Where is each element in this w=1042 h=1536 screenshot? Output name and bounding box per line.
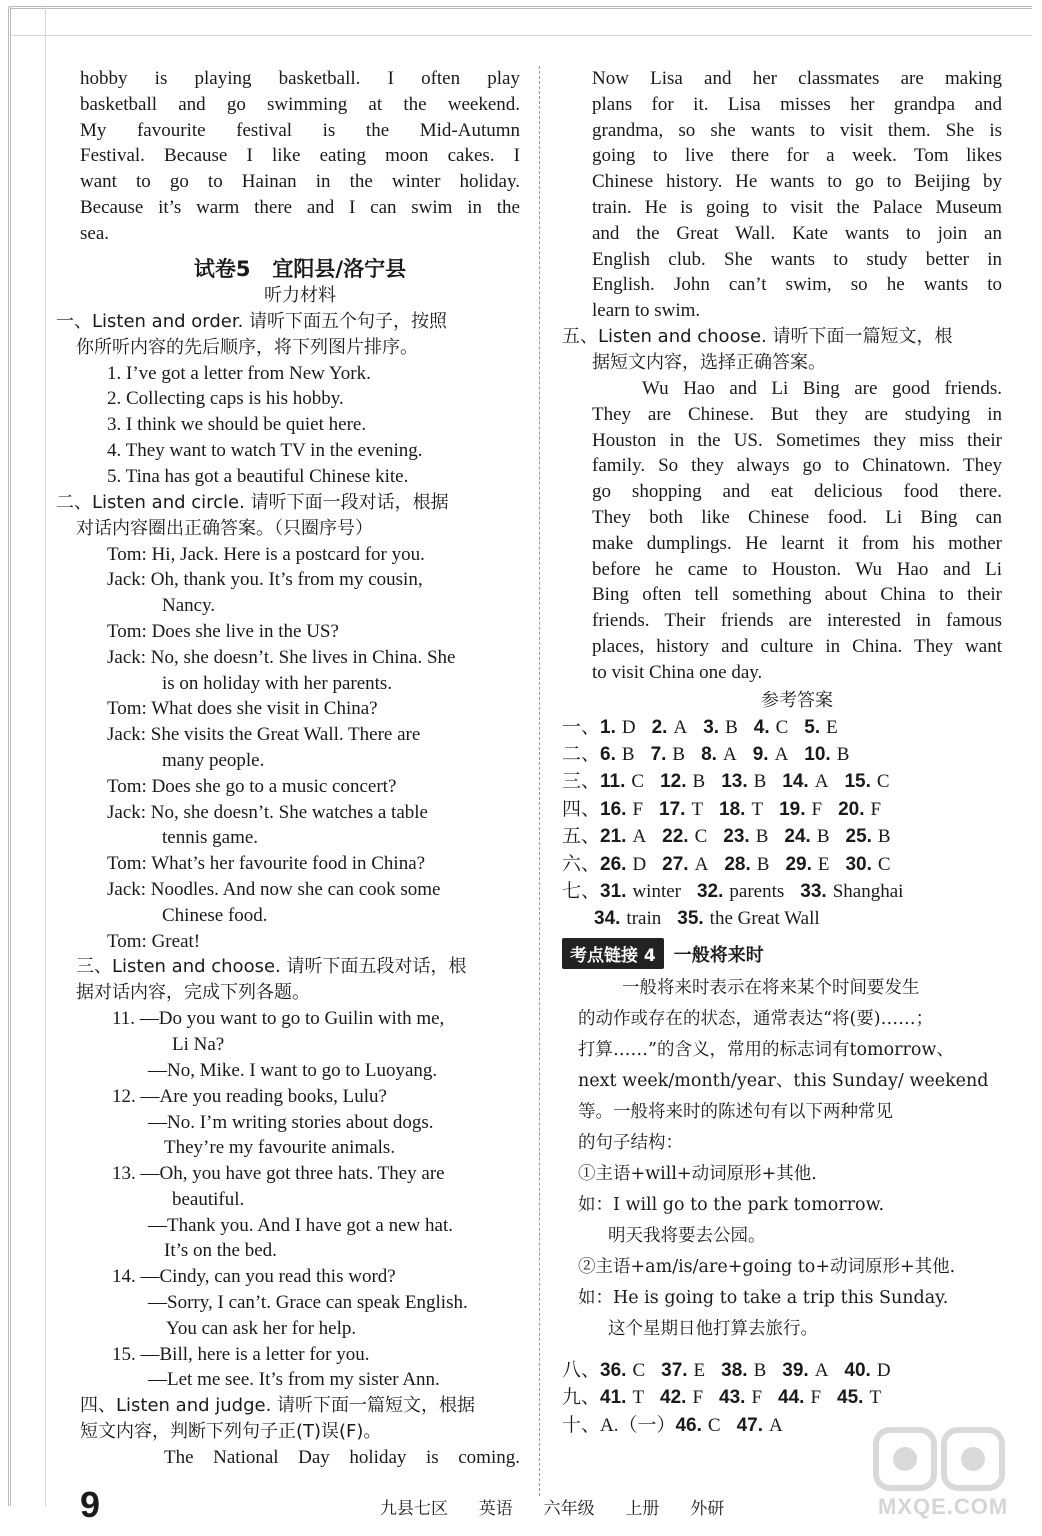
text-line: family. So they always go to Chinatown. They: [592, 455, 1002, 477]
answer-number: 44.: [778, 1387, 805, 1409]
answer-value: A: [722, 743, 737, 765]
text-line: The National Day holiday is coming.: [164, 1447, 520, 1469]
answer-value: A: [774, 743, 789, 765]
answer-number: 26.: [600, 853, 627, 875]
question-line: They’re my favourite animals.: [164, 1137, 396, 1159]
section-heading: 短文内容，判断下列句子正(T)误(F)。: [80, 1421, 382, 1443]
answer-number: 37.: [661, 1359, 688, 1381]
list-item: 2. Collecting caps is his hobby.: [107, 388, 344, 410]
topic-title: 一般将来时: [673, 944, 764, 966]
answer-section-label: 一、: [562, 716, 601, 738]
answer-value: A: [814, 771, 829, 793]
question-line: —Thank you. And I have got a new hat.: [148, 1214, 453, 1236]
answer-value: E: [817, 853, 830, 875]
answer-value: E: [693, 1359, 706, 1381]
question-line: beautiful.: [172, 1188, 245, 1210]
text-line: Bing often tell something about China to their: [592, 584, 1002, 606]
answer-value: F: [810, 1387, 822, 1409]
answer-row: [562, 905, 1002, 932]
answer-value: B: [836, 743, 850, 765]
answer-number: 4.: [753, 716, 770, 738]
text-line: 打算……”的含义，常用的标志词有tomorrow、: [578, 1039, 954, 1060]
answer-number: 5.: [804, 716, 821, 738]
answer-number: 47.: [736, 1414, 764, 1436]
text-line: 的动作或存在的状态，通常表达“将(要)……；: [578, 1008, 934, 1029]
answer-value: C: [694, 826, 708, 848]
answer-number: 31.: [600, 880, 627, 902]
footer-text: 九县七区 英语 六年级 上册 外研: [380, 1499, 725, 1519]
answer-number: 21.: [600, 826, 627, 848]
answer-value: C: [632, 1359, 646, 1381]
answer-value: F: [811, 798, 823, 820]
question-line: 11. —Do you want to go to Guilin with me,: [112, 1008, 445, 1030]
grammar-notes: [562, 973, 1002, 1345]
text-line: friends. Their friends are interested in famous: [592, 610, 1002, 632]
answer-value: A: [673, 716, 688, 738]
answer-number: 33.: [800, 880, 827, 902]
answer-number: 45.: [837, 1387, 864, 1409]
text-line: 如：He is going to take a trip this Sunday.: [578, 1287, 949, 1308]
answer-value: C: [707, 1414, 721, 1436]
answer-value: A: [694, 853, 709, 875]
intro-passage: [80, 66, 520, 247]
answer-row: [562, 1357, 1002, 1384]
answer-value: train: [626, 908, 662, 930]
question-line: —Let me see. It’s from my sister Ann.: [148, 1369, 440, 1391]
text-line: ②主语+am/is/are+going to+动词原形+其他.: [578, 1256, 956, 1277]
section-heading: 四、Listen and judge. 请听下面一篇短文，根据: [80, 1395, 476, 1417]
answer-number: 7.: [650, 743, 667, 765]
section-heading: 五、Listen and choose. 请听下面一篇短文，根: [562, 325, 953, 347]
text-line: and the Great Wall. Kate wants to join an: [592, 222, 1002, 244]
section-heading: 对话内容圈出正确答案。（只圈序号）: [76, 517, 373, 539]
exam-title: 试卷5 宜阳县/洛宁县: [193, 256, 407, 281]
left-column: [56, 66, 520, 1471]
answer-number: 12.: [660, 771, 687, 793]
answer-number: 13.: [721, 771, 748, 793]
text-line: My favourite festival is the Mid-Autumn: [80, 119, 520, 141]
text-line: 等。一般将来时的陈述句有以下两种常见: [578, 1101, 893, 1122]
exam-subtitle: 听力材料: [264, 284, 336, 306]
answer-number: 17.: [659, 798, 686, 820]
dialog-line: Jack: No, she doesn’t. She watches a table: [107, 801, 428, 823]
section-heading: 三、Listen and choose. 请听下面五段对话，根: [76, 956, 467, 978]
answer-value: B: [756, 853, 770, 875]
topic-badge: 考点链接 4: [562, 938, 664, 969]
answer-number: 19.: [779, 798, 806, 820]
dialog-line: Tom: Does she go to a music concert?: [107, 775, 397, 797]
dialog-line: Jack: Oh, thank you. It’s from my cousin,: [107, 569, 423, 591]
answer-row: [562, 741, 1002, 768]
list-item: 5. Tina has got a beautiful Chinese kite.: [107, 465, 409, 487]
text-line: Festival. Because I like eating moon cakes. I: [80, 145, 520, 167]
answer-number: 10.: [804, 743, 831, 765]
answer-number: 3.: [703, 716, 720, 738]
text-line: train. He is going to visit the Palace Museum: [592, 196, 1002, 218]
text-line: make dumplings. He learnt it from his mother: [592, 532, 1002, 554]
dialog-line: Tom: Great!: [107, 930, 201, 952]
answer-value: C: [876, 771, 890, 793]
text-line: 的句子结构：: [578, 1132, 683, 1153]
answer-value: B: [621, 743, 635, 765]
text-line: ①主语+will+动词原形+其他.: [578, 1163, 817, 1184]
section-heading: 二、Listen and circle. 请听下面一段对话，根据: [56, 491, 449, 513]
text-line: learn to swim.: [592, 300, 701, 322]
answer-row: [562, 714, 1002, 741]
question-line: —Sorry, I can’t. Grace can speak English.: [148, 1292, 468, 1314]
answer-value: F: [751, 1387, 763, 1409]
answer-number: 1.: [600, 716, 616, 738]
answer-row: [562, 823, 1002, 850]
answer-value: Shanghai: [832, 880, 904, 902]
answer-number: 32.: [696, 880, 724, 902]
answer-value: A: [769, 1414, 783, 1436]
text-line: 这个星期日他打算去旅行。: [608, 1318, 818, 1339]
answer-section-label: 二、: [562, 743, 601, 765]
question-line: 15. —Bill, here is a letter for you.: [112, 1343, 370, 1365]
text-line: Wu Hao and Li Bing are good friends.: [642, 377, 1002, 399]
answer-value: C: [631, 771, 645, 793]
answer-section-label: 七、: [562, 880, 601, 902]
text-line: sea.: [80, 222, 110, 244]
answer-row: [562, 796, 1002, 823]
text-line: English. John can’t swim, so he wants to: [592, 274, 1002, 296]
answer-value: F: [870, 798, 882, 820]
answer-number: 15.: [844, 771, 871, 793]
text-line: Because it’s warm there and I can swim in the: [80, 196, 520, 218]
text-line: 一般将来时表示在将来某个时间要发生: [622, 977, 920, 998]
answer-number: 18.: [719, 798, 746, 820]
answer-number: 9.: [752, 743, 769, 765]
answer-number: 11.: [600, 771, 626, 793]
watermark-logo: [870, 1420, 1020, 1520]
question-line: 13. —Oh, you have got three hats. They are: [112, 1163, 445, 1185]
answer-value: winter: [632, 880, 681, 902]
text-line: Chinese history. He wants to go to Beijing by: [592, 171, 1002, 193]
answer-number: 39.: [782, 1359, 809, 1381]
answer-section-label: 十、A.（一）: [562, 1414, 676, 1436]
answer-value: B: [755, 826, 769, 848]
page-number: 9: [80, 1484, 101, 1525]
section-heading: 你所听内容的先后顺序，将下列图片排序。: [76, 336, 418, 358]
answer-number: 38.: [721, 1359, 748, 1381]
text-line: to visit China one day.: [592, 661, 763, 683]
topic-badge-row: [562, 937, 1002, 971]
answer-value: T: [869, 1387, 882, 1409]
answer-section-label: 四、: [562, 798, 601, 820]
text-line: English club. She wants to study better in: [592, 248, 1002, 270]
dialog-line: Tom: What’s her favourite food in China?: [107, 853, 426, 875]
answer-number: 34.: [594, 908, 621, 930]
list-item: 4. They want to watch TV in the evening.: [107, 439, 423, 461]
text-line: want to go to Hainan in the winter holiday.: [80, 171, 520, 193]
answer-row: [562, 768, 1002, 795]
answer-key: [562, 714, 1002, 933]
answer-value: parents: [729, 880, 785, 902]
answer-value: A: [814, 1359, 829, 1381]
answers-title: 参考答案: [761, 689, 833, 711]
dialog-line: Jack: No, she doesn’t. She lives in China. She: [107, 646, 456, 668]
answer-value: B: [816, 826, 830, 848]
answer-section-label: 八、: [562, 1359, 601, 1381]
text-line: places, history and culture in China. They want: [592, 635, 1002, 657]
question-line: —No. I’m writing stories about dogs.: [148, 1111, 434, 1133]
watermark-text: MXQE.COM: [878, 1494, 1009, 1519]
answer-section-label: 三、: [562, 771, 601, 793]
answer-value: D: [632, 853, 647, 875]
text-line: plans for it. Lisa misses her grandpa and: [592, 93, 1002, 115]
question-line: 14. —Cindy, can you read this word?: [112, 1266, 396, 1288]
dialog-line: is on holiday with her parents.: [162, 672, 393, 694]
answer-row: [562, 878, 1002, 905]
section-heading: 据对话内容，完成下列各题。: [76, 982, 310, 1004]
column-divider: [539, 66, 540, 1496]
text-line: before he came to Houston. Wu Hao and Li: [592, 558, 1002, 580]
question-line: —No, Mike. I want to go to Luoyang.: [148, 1059, 438, 1081]
text-line: They both like Chinese food. Li Bing can: [592, 506, 1002, 528]
answer-number: 20.: [838, 798, 865, 820]
dialog-line: Tom: Hi, Jack. Here is a postcard for you.: [107, 543, 425, 565]
dialog-line: Tom: What does she visit in China?: [107, 698, 378, 720]
answer-value: C: [775, 716, 789, 738]
answer-number: 40.: [844, 1359, 871, 1381]
answer-value: B: [672, 743, 686, 765]
section-heading: 据短文内容，选择正确答案。: [592, 351, 826, 373]
question-line: Li Na?: [172, 1034, 225, 1056]
text-line: Houston in the US. Sometimes they miss their: [592, 429, 1002, 451]
answer-number: 30.: [845, 853, 872, 875]
answer-section-label: 九、: [562, 1387, 601, 1409]
answer-number: 24.: [784, 826, 811, 848]
answer-number: 43.: [719, 1387, 746, 1409]
answer-value: F: [632, 798, 644, 820]
list-item: 1. I’ve got a letter from New York.: [107, 362, 371, 384]
text-line: hobby is playing basketball. I often play: [80, 68, 520, 89]
answer-row: [562, 851, 1002, 878]
answer-number: 28.: [724, 853, 751, 875]
answer-section-label: 六、: [562, 853, 601, 875]
answer-number: 42.: [660, 1387, 687, 1409]
text-line: 明天我将要去公园。: [608, 1225, 766, 1246]
answer-number: 25.: [845, 826, 872, 848]
answer-value: T: [751, 798, 764, 820]
section-heading: 一、Listen and order. 请听下面五个句子，按照: [56, 310, 448, 332]
answer-value: T: [691, 798, 704, 820]
answer-value: B: [753, 771, 767, 793]
answer-section-label: [562, 908, 594, 929]
decorative-border-top: [10, 6, 1032, 36]
text-line: basketball and go swimming at the weekend.: [80, 93, 520, 115]
answer-value: D: [621, 716, 636, 738]
question-line: You can ask her for help.: [166, 1317, 357, 1339]
dialog-line: Jack: Noodles. And now she can cook some: [107, 878, 441, 900]
answer-number: 2.: [651, 716, 668, 738]
dialog-line: Tom: Does she live in the US?: [107, 620, 339, 642]
dialog-line: Jack: She visits the Great Wall. There are: [107, 724, 421, 746]
right-column: [562, 66, 1002, 1439]
dialog-line: tennis game.: [162, 827, 259, 849]
text-line: go shopping and eat delicious food there.: [592, 481, 1002, 503]
answer-value: A: [632, 826, 647, 848]
decorative-border-left: [8, 6, 46, 1506]
dialog-line: many people.: [162, 749, 265, 771]
answer-number: 35.: [677, 908, 704, 930]
answer-section-label: 五、: [562, 826, 601, 848]
answer-value: C: [877, 853, 891, 875]
page-footer: [80, 1484, 960, 1524]
list-item: 3. I think we should be quiet here.: [107, 414, 367, 436]
text-line: grandma, so she wants to visit them. She is: [592, 119, 1002, 141]
answer-value: F: [692, 1387, 704, 1409]
dialog-line: Nancy.: [162, 595, 216, 617]
answer-number: 27.: [662, 853, 689, 875]
text-line: going to live there for a week. Tom likes: [592, 145, 1002, 167]
answer-value: D: [876, 1359, 891, 1381]
text-line: Now Lisa and her classmates are making: [592, 68, 1002, 89]
answer-value: T: [632, 1387, 645, 1409]
question-line: It’s on the bed.: [164, 1240, 277, 1262]
answer-number: 36.: [600, 1359, 627, 1381]
answer-number: 8.: [701, 743, 717, 765]
answer-value: E: [826, 716, 838, 738]
answer-value: B: [692, 771, 706, 793]
answer-number: 29.: [785, 853, 812, 875]
answer-number: 16.: [600, 798, 627, 820]
question-line: 12. —Are you reading books, Lulu?: [112, 1085, 387, 1107]
text-line: next week/month/year、this Sunday/ weekend: [578, 1070, 989, 1091]
answer-number: 6.: [600, 743, 616, 765]
answer-value: B: [877, 826, 891, 848]
watermark-seal-icon: [870, 1420, 1020, 1500]
answer-number: 22.: [662, 826, 689, 848]
answer-number: 41.: [600, 1387, 627, 1409]
answer-value: the Great Wall: [709, 908, 820, 930]
answer-number: 46.: [675, 1414, 702, 1436]
dialog-line: Chinese food.: [162, 904, 268, 926]
answer-value: B: [753, 1359, 767, 1381]
answer-value: B: [725, 716, 738, 738]
text-line: 如：I will go to the park tomorrow.: [578, 1194, 885, 1215]
answer-number: 14.: [782, 771, 809, 793]
text-line: They are Chinese. But they are studying in: [592, 403, 1002, 425]
answer-row: [562, 1384, 1002, 1411]
answer-number: 23.: [723, 826, 750, 848]
